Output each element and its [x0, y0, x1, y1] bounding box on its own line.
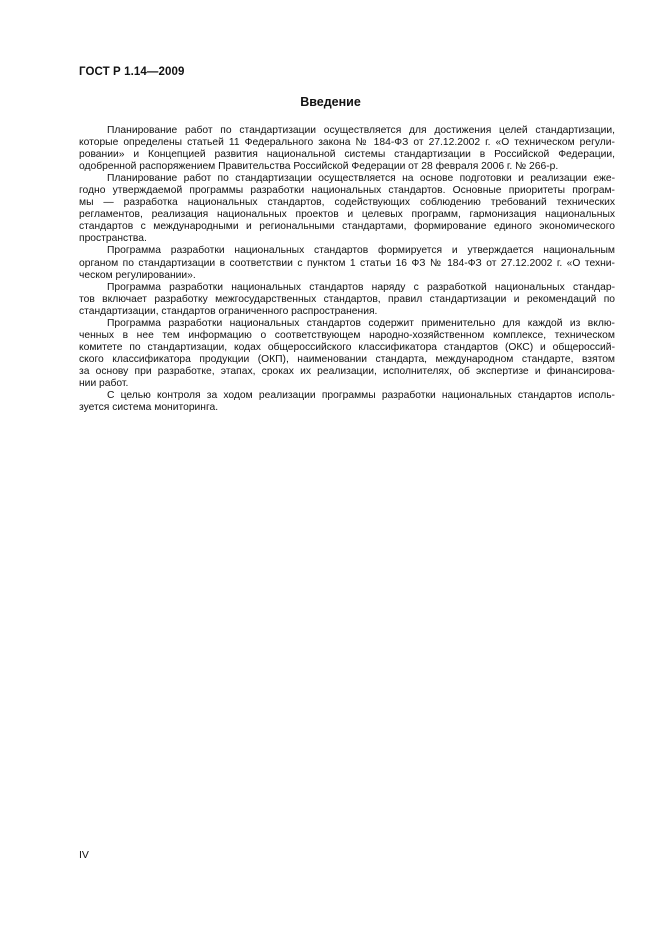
- text-line: регламентов, реализация национальных проектов и целевых программ, гармонизация национальных: [79, 209, 615, 221]
- text-line: Планирование работ по стандартизации осуществляется на основе подготовки и реализации еже-: [107, 173, 615, 185]
- text-line: ченных в нее тем информацию о соответствующем народно-хозяйственном комплексе, техническом: [79, 329, 615, 341]
- paragraph: [79, 173, 615, 245]
- paragraph: [79, 318, 615, 390]
- text-line: мы — разработка национальных стандартов, содействующих соблюдению требований технических: [79, 197, 615, 209]
- text-line: за основу при разработке, этапах, сроках их реализации, исполнителях, об экспертизе и финансирова-: [79, 365, 615, 377]
- text-line: одобренной распоряжением Правительства Российской Федерации от 28 февраля 2006 г. № 266-р.: [79, 161, 559, 173]
- text-line: стандартизации, стандартов ограниченного распространения.: [79, 305, 378, 317]
- text-line: зуется система мониторинга.: [79, 402, 219, 414]
- text-line: ского классификатора продукции (ОКП), наименовании стандарта, международном стандарте, взятом: [79, 353, 615, 365]
- text-line: нии работ.: [79, 377, 129, 389]
- text-line: Программа разработки национальных стандартов содержит применительно для каждой из вклю-: [107, 317, 615, 329]
- text-line: Планирование работ по стандартизации осуществляется для достижения целей стандартизации,: [107, 125, 615, 136]
- text-line: Программа разработки национальных стандартов формируется и утверждается национальным: [107, 245, 615, 257]
- text-line: годно утверждаемой программы разработки национальных стандартов. Основные приоритеты програм-: [79, 185, 615, 197]
- paragraph: [79, 282, 615, 318]
- text-line: Программа разработки национальных стандартов наряду с разработкой национальных стандар-: [107, 281, 615, 293]
- page-number: IV: [79, 849, 89, 861]
- paragraph: [79, 125, 615, 173]
- text-line: тов включает разработку межгосударственных стандартов, правил стандартизации и рекомендаций по: [79, 293, 615, 305]
- text-line: ровании» и Концепцией развития национальной системы стандартизации в Российской Федерации,: [79, 149, 615, 161]
- text-line: С целью контроля за ходом реализации программы разработки национальных стандартов исполь-: [107, 390, 615, 402]
- text-line: органом по стандартизации в соответствии с пунктом 1 статьи 16 ФЗ № 184-ФЗ от 27.12.2002 г. «О техни-: [79, 257, 615, 269]
- paragraph: [79, 245, 615, 281]
- text-line: комитете по стандартизации, кодах общероссийского классификатора стандартов (ОКС) и общероссий-: [79, 341, 615, 353]
- body-text: [79, 125, 615, 414]
- paragraph: [79, 390, 615, 414]
- text-line: которые определены статьей 11 Федерального закона № 184-ФЗ от 27.12.2002 г. «О техническом регули-: [79, 137, 615, 149]
- section-title: Введение: [300, 95, 361, 109]
- text-line: ческом регулировании».: [79, 269, 196, 281]
- document-header-standard-id: ГОСТ Р 1.14—2009: [79, 66, 185, 78]
- text-line: стандартов с международными и региональными стандартами, формирование единого экономического: [79, 221, 615, 233]
- text-line: пространства.: [79, 233, 147, 245]
